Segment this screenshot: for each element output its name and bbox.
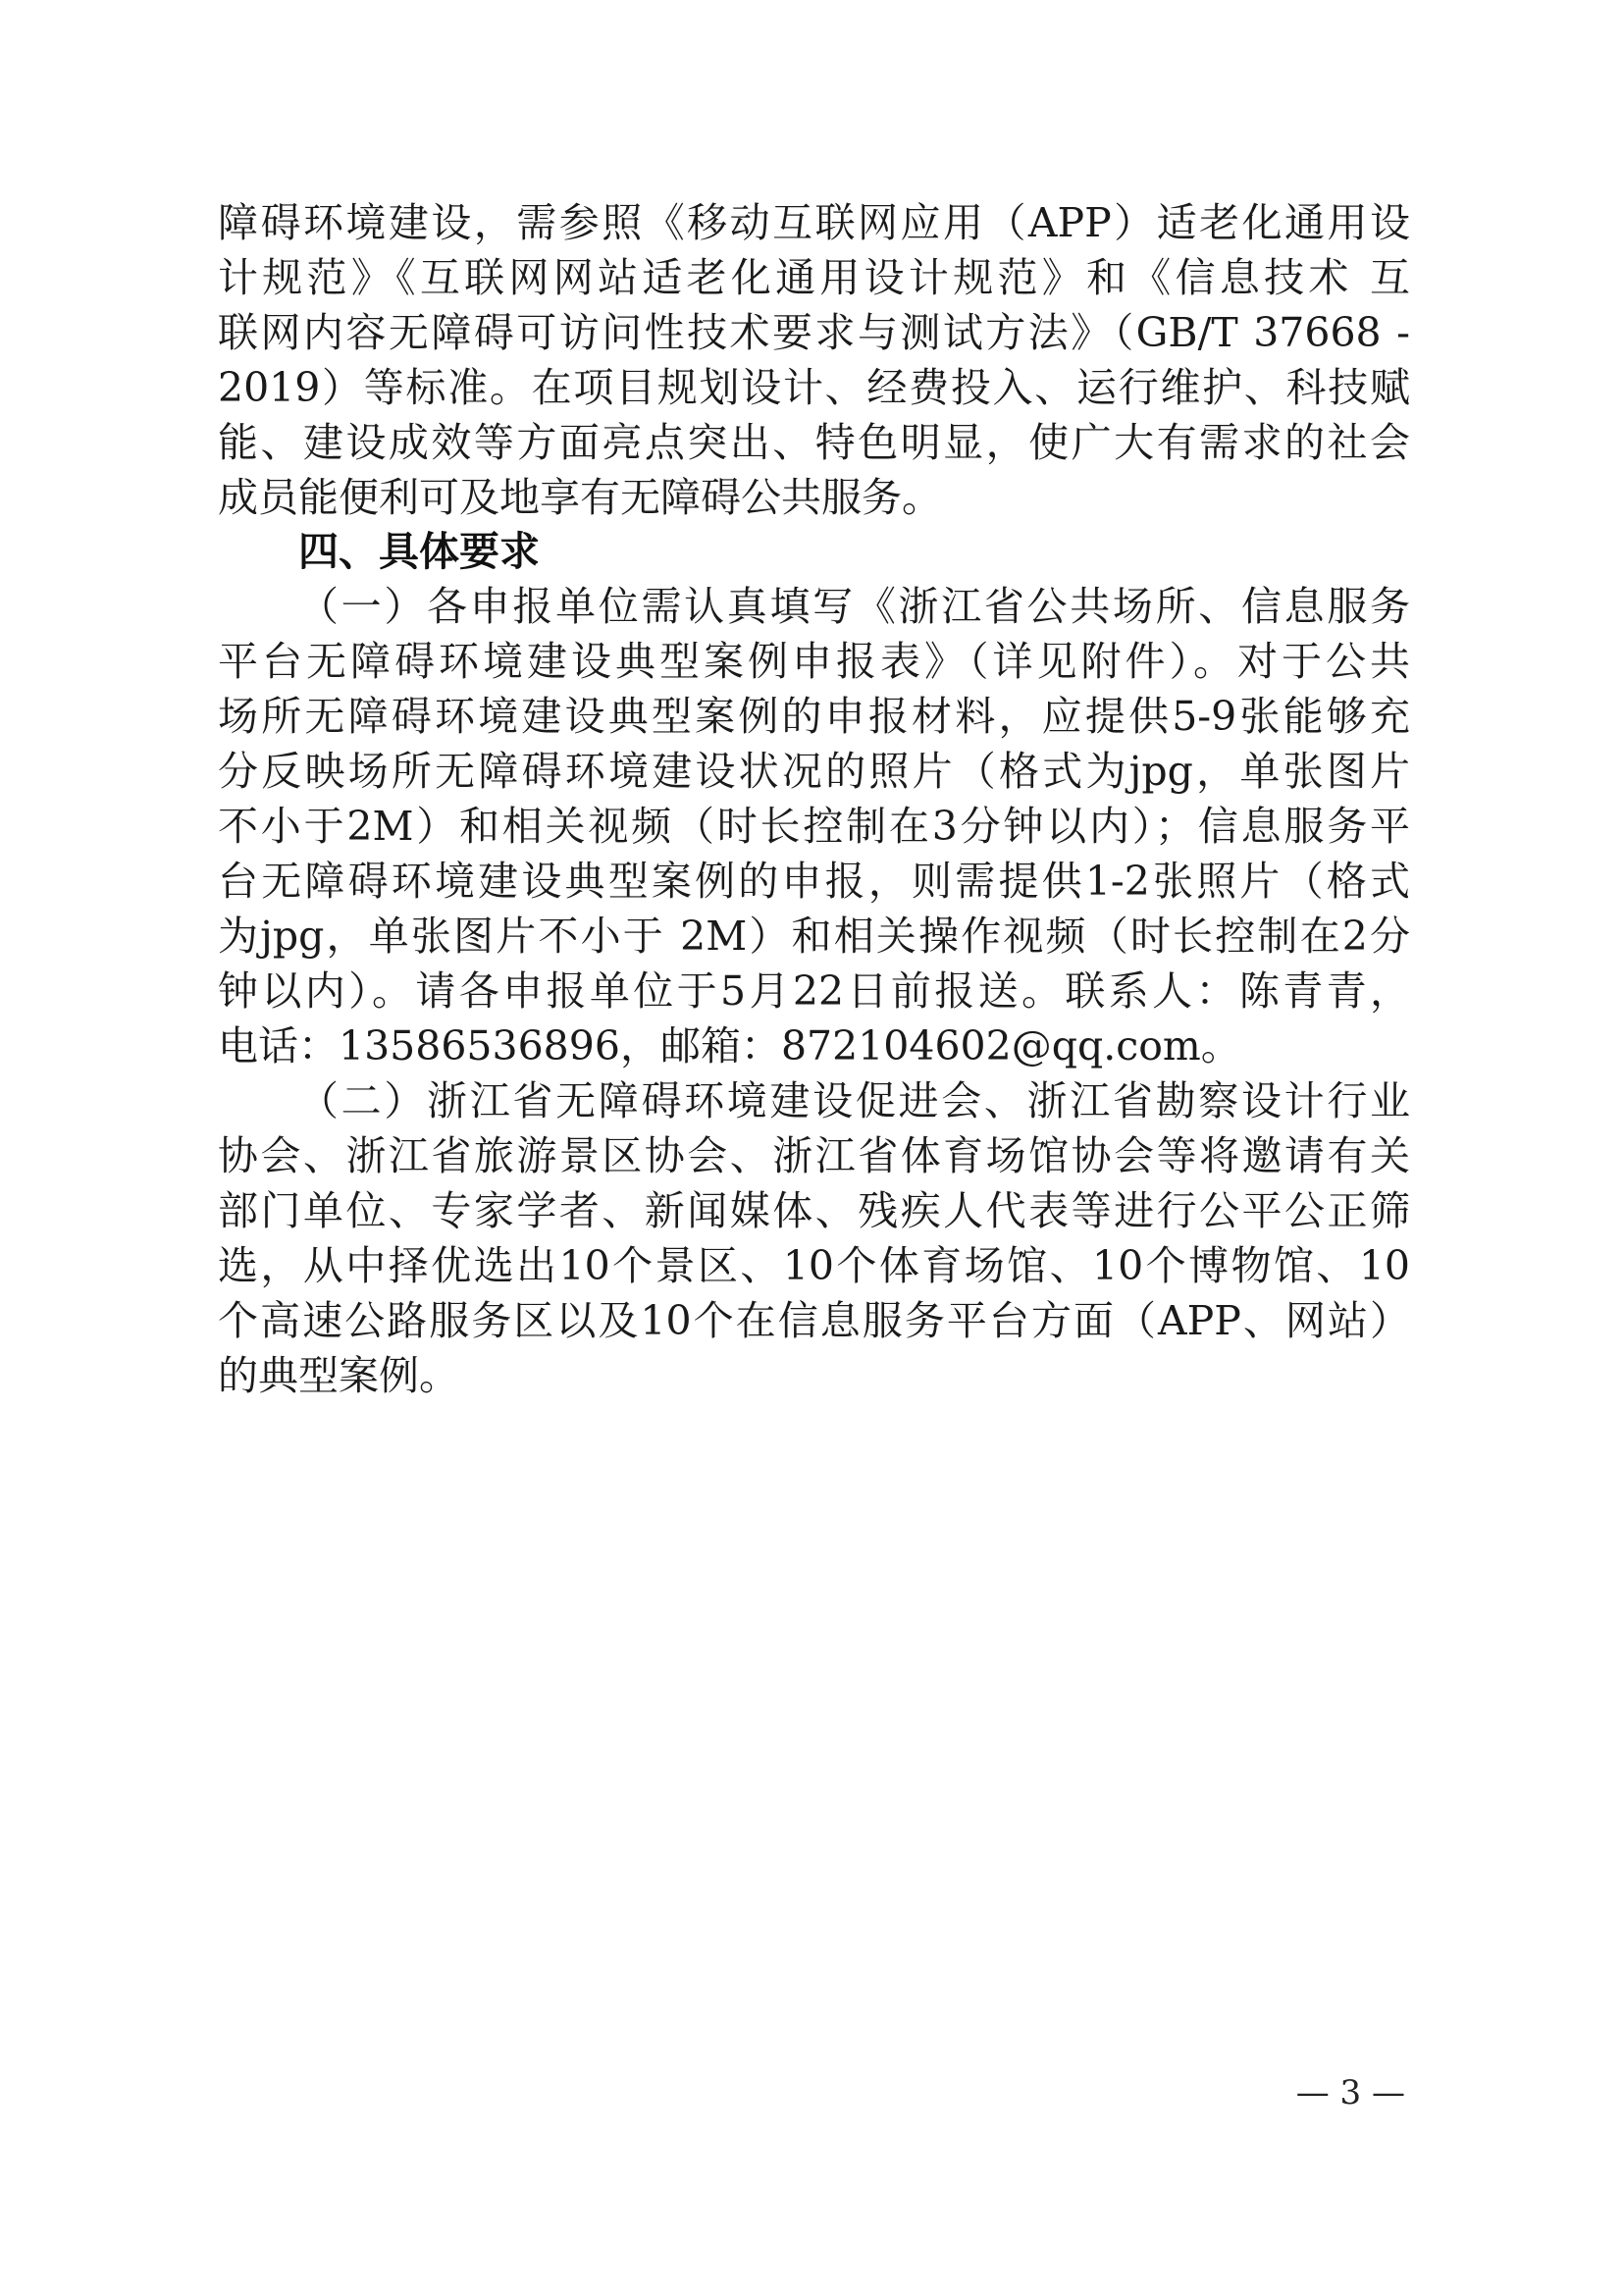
paragraph-line: 个高速公路服务区以及10个在信息服务平台方面（APP、网站） [218,1297,1410,1344]
paragraph-line: 部门单位、专家学者、新闻媒体、残疾人代表等进行公平公正筛 [218,1187,1410,1234]
paragraph-line: 台无障碍环境建设典型案例的申报，则需提供1-2张照片（格式 [218,858,1410,905]
paragraph-line-contact: 电话：13586536896，邮箱：872104602@qq.com。 [218,1022,1241,1070]
paragraph-line: 协会、浙江省旅游景区协会、浙江省体育场馆协会等将邀请有关 [218,1132,1410,1179]
section-heading-specific-requirements: 四、具体要求 [298,528,540,575]
paragraph-line: 2019）等标准。在项目规划设计、经费投入、运行维护、科技赋 [218,364,1410,411]
paragraph-line: 选，从中择优选出10个景区、10个体育场馆、10个博物馆、10 [218,1242,1410,1289]
paragraph-line: 不小于2M）和相关视频（时长控制在3分钟以内）；信息服务平 [218,803,1410,850]
paragraph-line: 联网内容无障碍可访问性技术要求与测试方法》（GB/T 37668 - [218,309,1410,356]
page-number: — 3 — [1295,2073,1405,2113]
paragraph-line: 场所无障碍环境建设典型案例的申报材料，应提供5-9张能够充 [218,693,1410,740]
paragraph-line: 能、建设成效等方面亮点突出、特色明显，使广大有需求的社会 [218,419,1410,466]
paragraph-line: （二）浙江省无障碍环境建设促进会、浙江省勘察设计行业 [298,1077,1410,1124]
paragraph-line: 障碍环境建设，需参照《移动互联网应用（APP）适老化通用设 [218,199,1410,246]
paragraph-line: （一）各申报单位需认真填写《浙江省公共场所、信息服务 [298,583,1410,630]
paragraph-line: 钟以内）。请各申报单位于5月22日前报送。联系人：陈青青， [218,967,1410,1015]
paragraph-line: 分反映场所无障碍环境建设状况的照片（格式为jpg，单张图片 [218,748,1410,795]
paragraph-line: 成员能便利可及地享有无障碍公共服务。 [218,474,942,521]
paragraph-line: 为jpg，单张图片不小于 2M）和相关操作视频（时长控制在2分 [218,913,1410,960]
paragraph-line: 计规范》《互联网网站适老化通用设计规范》和《信息技术 互 [218,254,1410,301]
paragraph-line: 的典型案例。 [218,1352,459,1399]
paragraph-line: 平台无障碍环境建设典型案例申报表》（详见附件）。对于公共 [218,638,1410,685]
